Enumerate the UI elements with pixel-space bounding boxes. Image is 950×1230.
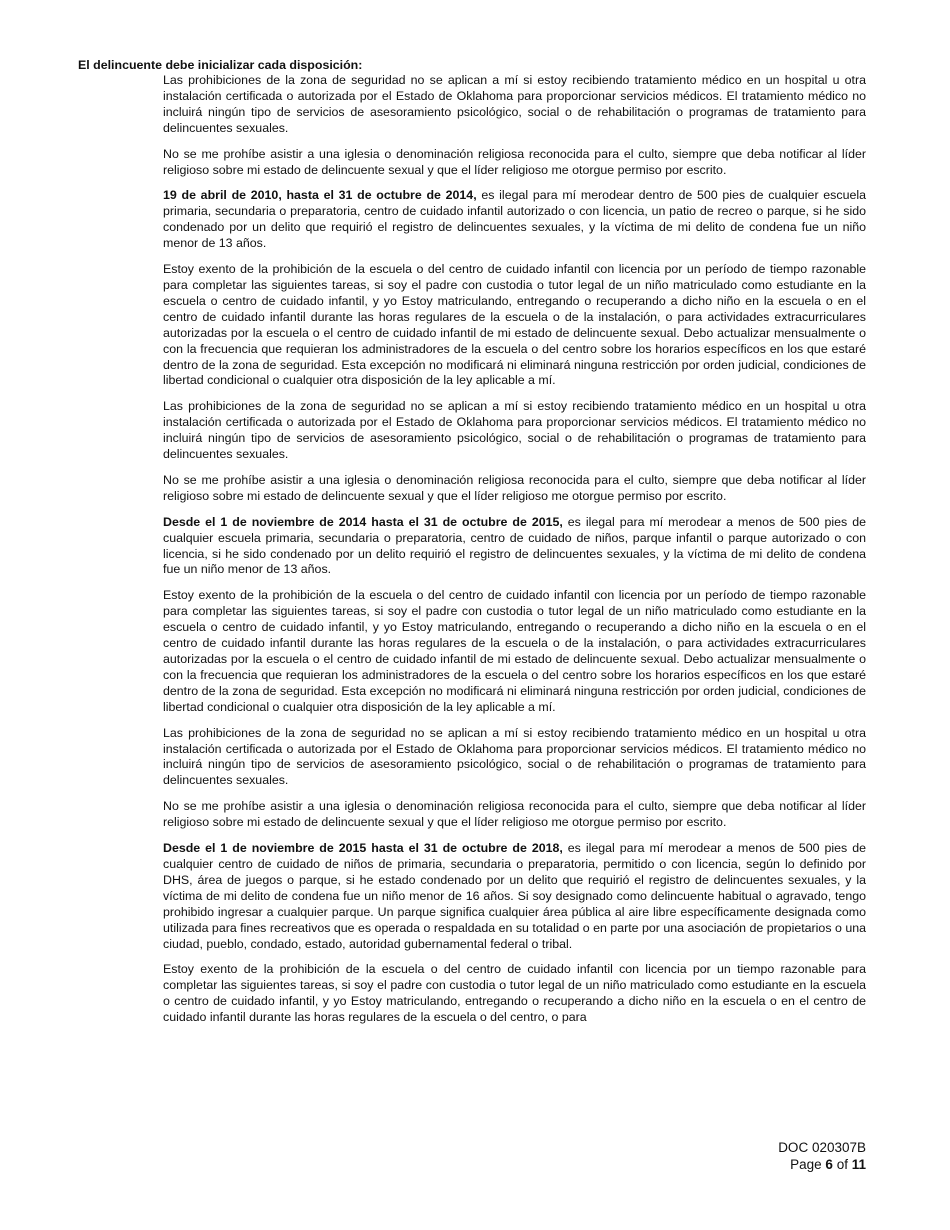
- paragraph: [163, 399, 866, 463]
- paragraph: [163, 588, 866, 715]
- paragraph-text: Estoy exento de la prohibición de la escuela o del centro de cuidado infantil con licencia por un período de tiempo razonable para completar las siguientes tareas, si soy el padre con custodia o tutor legal de un niño matriculado como estudiante en la escuela o centro de cuidado infantil, y yo Estoy matriculando, entregando o recuperando a dicho niño en la escuela o en el centro de cuidado infantil durante las horas regulares de la escuela o de la instalación, o para actividades extracurriculares autorizadas por la escuela o el centro de cuidado infantil de mi estado de delincuente sexual. Debo actualizar mensualmente o con la frecuencia que requieran los administradores de la escuela o del centro sobre los horarios específicos en los que estaré dentro de la zona de seguridad. Esta excepción no modificará ni eliminará ninguna restricción por orden judicial, condiciones de libertad condicional o cualquier otra disposición de la ley aplicable a mí.: [163, 588, 866, 714]
- page-number: [778, 1156, 866, 1173]
- paragraph-text: Las prohibiciones de la zona de seguridad no se aplican a mí si estoy recibiendo tratamiento médico en un hospital u otra instalación certificada o autorizada por el Estado de Oklahoma para proporcionar servicios médicos. El tratamiento médico no incluirá ningún tipo de servicios de asesoramiento psicológico, social o de rehabilitación o programas de tratamiento para delincuentes sexuales.: [163, 725, 866, 788]
- paragraph: [163, 726, 866, 790]
- doc-number: DOC 020307B: [778, 1140, 866, 1155]
- paragraph: [163, 962, 866, 1026]
- paragraph: [163, 147, 866, 179]
- paragraph-text: Las prohibiciones de la zona de seguridad no se aplican a mí si estoy recibiendo tratamiento médico en un hospital u otra instalación certificada o autorizada por el Estado de Oklahoma para proporcionar servicios médicos. El tratamiento médico no incluirá ningún tipo de servicios de asesoramiento psicológico, social o de rehabilitación o programas de tratamiento para delincuentes sexuales.: [163, 73, 866, 135]
- paragraph-text: Estoy exento de la prohibición de la escuela o del centro de cuidado infantil con licencia por un período de tiempo razonable para completar las siguientes tareas, si soy el padre con custodia o tutor legal de un niño matriculado como estudiante en la escuela o centro de cuidado infantil, y yo Estoy matriculando, entregando o recuperando a dicho niño en la escuela o en el centro de cuidado infantil durante las horas regulares de la escuela o de la instalación, o para actividades extracurriculares autorizadas por la escuela o el centro de cuidado infantil de mi estado de delincuente sexual. Debo actualizar mensualmente o con la frecuencia que requieran los administradores de la escuela o del centro sobre los horarios específicos en los que estaré dentro de la zona de seguridad. Esta excepción no modificará ni eliminará ninguna restricción por orden judicial, condiciones de libertad condicional o cualquier otra disposición de la ley aplicable a mí.: [163, 262, 866, 388]
- paragraph: [163, 515, 866, 579]
- paragraph-lead: Desde el 1 de noviembre de 2014 hasta el 31 de octubre de 2015,: [163, 514, 563, 529]
- paragraph-text: Las prohibiciones de la zona de seguridad no se aplican a mí si estoy recibiendo tratamiento médico en un hospital u otra instalación certificada o autorizada por el Estado de Oklahoma para proporcionar servicios médicos. El tratamiento médico no incluirá ningún tipo de servicios de asesoramiento psicológico, social o de rehabilitación o programas de tratamiento para delincuentes sexuales.: [163, 399, 866, 462]
- paragraph-text: No se me prohíbe asistir a una iglesia o denominación religiosa reconocida para el culto, siempre que deba notificar al líder religioso sobre mi estado de delincuente sexual y que el líder religioso me otorgue permiso por escrito.: [163, 472, 866, 503]
- page-label: Page: [790, 1157, 822, 1172]
- body-text: [163, 73, 866, 1036]
- paragraph: [163, 73, 866, 137]
- paragraph-text: es ilegal para mí merodear a menos de 500 pies de cualquier escuela primaria, secundaria o preparatoria, centro de cuidado de niños, parque infantil o parque autorizado o con licencia, si he sido condenado por un delito requirió el registro de delincuentes sexuales, y la víctima de mi delito de condena fue un niño menor de 13 años.: [163, 514, 866, 577]
- paragraph: [163, 262, 866, 389]
- paragraph-text: No se me prohíbe asistir a una iglesia o denominación religiosa reconocida para el culto, siempre que deba notificar al líder religioso sobre mi estado de delincuente sexual y que el líder religioso me otorgue permiso por escrito.: [163, 799, 866, 830]
- section-heading: El delincuente debe inicializar cada disposición:: [78, 58, 363, 72]
- paragraph-text: es ilegal para mí merodear a menos de 500 pies de cualquier centro de cuidado de niños de primaria, secundaria o preparatoria, permitido o con licencia, según lo definido por DHS, área de juegos o parque, si he estado condenado por un delito que requirió el registro de delincuentes sexuales, y la víctima de mi delito de condena fue un niño menor de 16 años. Si soy designado como delincuente habitual o agravado, tengo prohibido ingresar a cualquier parque. Un parque significa cualquier área pública al aire libre específicamente designada como utilizada para fines recreativos que es operada o respaldada en su totalidad o en parte por una asociación de propietarios o una ciudad, pueblo, condado, estado, autoridad gubernamental federal o tribal.: [163, 841, 866, 951]
- page-total: 11: [851, 1157, 866, 1172]
- page-of-label: of: [836, 1157, 848, 1172]
- paragraph-lead: Desde el 1 de noviembre de 2015 hasta el 31 de octubre de 2018,: [163, 841, 563, 856]
- paragraph: [163, 473, 866, 505]
- page-footer: [778, 1139, 866, 1173]
- paragraph: [163, 188, 866, 252]
- paragraph-text: Estoy exento de la prohibición de la escuela o del centro de cuidado infantil con licencia por un tiempo razonable para completar las siguientes tareas, si soy el padre con custodia o tutor legal de un niño matriculado como estudiante en la escuela o centro de cuidado infantil, y yo Estoy matriculando, entregando o recuperando a dicho niño en la escuela o en el centro de cuidado infantil durante las horas regulares de la escuela o del centro, o para: [163, 962, 866, 1025]
- paragraph: [163, 799, 866, 831]
- paragraph-text: No se me prohíbe asistir a una iglesia o denominación religiosa reconocida para el culto, siempre que deba notificar al líder religioso sobre mi estado de delincuente sexual y que el líder religioso me otorgue permiso por escrito.: [163, 146, 866, 177]
- page-current: 6: [825, 1157, 833, 1172]
- paragraph: [163, 841, 866, 952]
- paragraph-text: es ilegal para mí merodear dentro de 500 pies de cualquier escuela primaria, secundaria o preparatoria, centro de cuidado infantil autorizado o con licencia, un patio de recreo o parque, si he sido condenado por un delito que requirió el registro de delincuentes sexuales, y la víctima de mi delito de condena fue un niño menor de 13 años.: [163, 188, 867, 251]
- paragraph-lead: 19 de abril de 2010, hasta el 31 de octubre de 2014,: [163, 188, 477, 203]
